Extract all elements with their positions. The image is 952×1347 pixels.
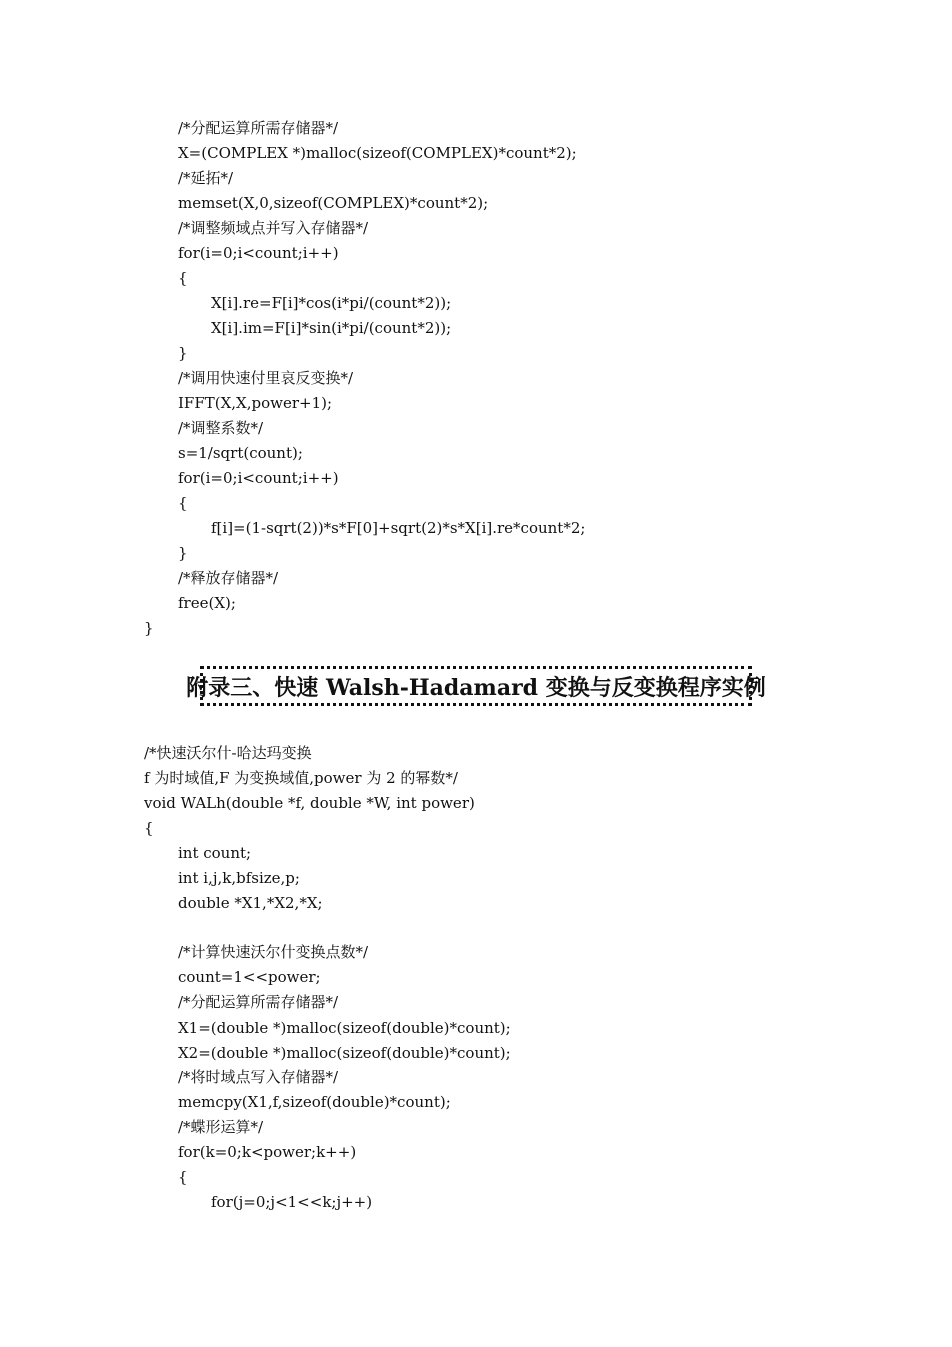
code-line: /*计算快速沃尔什变换点数*/: [178, 943, 369, 961]
section-heading: 附录三、快速 Walsh-Hadamard 变换与反变换程序实例: [186, 674, 766, 701]
code-line: for(k=0;k<power;k++): [178, 1143, 357, 1161]
code-line: count=1<<power;: [178, 968, 321, 986]
code-line: /*调整频域点并写入存储器*/: [178, 219, 369, 237]
code-line: }: [178, 344, 188, 362]
code-line: /*调整系数*/: [178, 419, 264, 437]
code-line: /*快速沃尔什-哈达玛变换: [144, 744, 312, 762]
code-line: X1=(double *)malloc(sizeof(double)*count);: [178, 1019, 511, 1037]
code-line: X[i].im=F[i]*sin(i*pi/(count*2));: [211, 319, 452, 337]
code-line: f 为时域值,F 为变换域值,power 为 2 的幂数*/: [144, 769, 458, 787]
code-line: {: [178, 269, 188, 287]
code-line: /*蝶形运算*/: [178, 1118, 264, 1136]
code-line: X2=(double *)malloc(sizeof(double)*count);: [178, 1044, 511, 1062]
code-line: for(i=0;i<count;i++): [178, 469, 339, 487]
code-line: memcpy(X1,f,sizeof(double)*count);: [178, 1093, 451, 1111]
code-line: /*将时域点写入存储器*/: [178, 1068, 339, 1086]
code-line: IFFT(X,X,power+1);: [178, 394, 333, 412]
code-line: {: [178, 494, 188, 512]
code-line: f[i]=(1-sqrt(2))*s*F[0]+sqrt(2)*s*X[i].re*count*2;: [211, 519, 586, 537]
code-line: X=(COMPLEX *)malloc(sizeof(COMPLEX)*count*2);: [178, 144, 577, 162]
code-line: /*分配运算所需存储器*/: [178, 993, 339, 1011]
code-line: for(j=0;j<1<<k;j++): [211, 1193, 373, 1211]
section-heading-box: [186, 666, 766, 706]
code-line: void WALh(double *f, double *W, int power): [144, 794, 475, 812]
code-line: /*释放存储器*/: [178, 569, 279, 587]
code-line: /*调用快速付里哀反变换*/: [178, 369, 354, 387]
code-line: {: [178, 1168, 188, 1186]
code-line: int i,j,k,bfsize,p;: [178, 869, 300, 887]
code-line: /*分配运算所需存储器*/: [178, 119, 339, 137]
code-line: int count;: [178, 844, 252, 862]
code-line: for(i=0;i<count;i++): [178, 244, 339, 262]
code-line: {: [144, 819, 154, 837]
code-line: double *X1,*X2,*X;: [178, 894, 323, 912]
code-line: }: [144, 619, 154, 637]
code-line: s=1/sqrt(count);: [178, 444, 303, 462]
code-line: X[i].re=F[i]*cos(i*pi/(count*2));: [211, 294, 452, 312]
code-line: memset(X,0,sizeof(COMPLEX)*count*2);: [178, 194, 489, 212]
code-line: /*延拓*/: [178, 169, 234, 187]
code-line: }: [178, 544, 188, 562]
code-line: free(X);: [178, 594, 236, 612]
